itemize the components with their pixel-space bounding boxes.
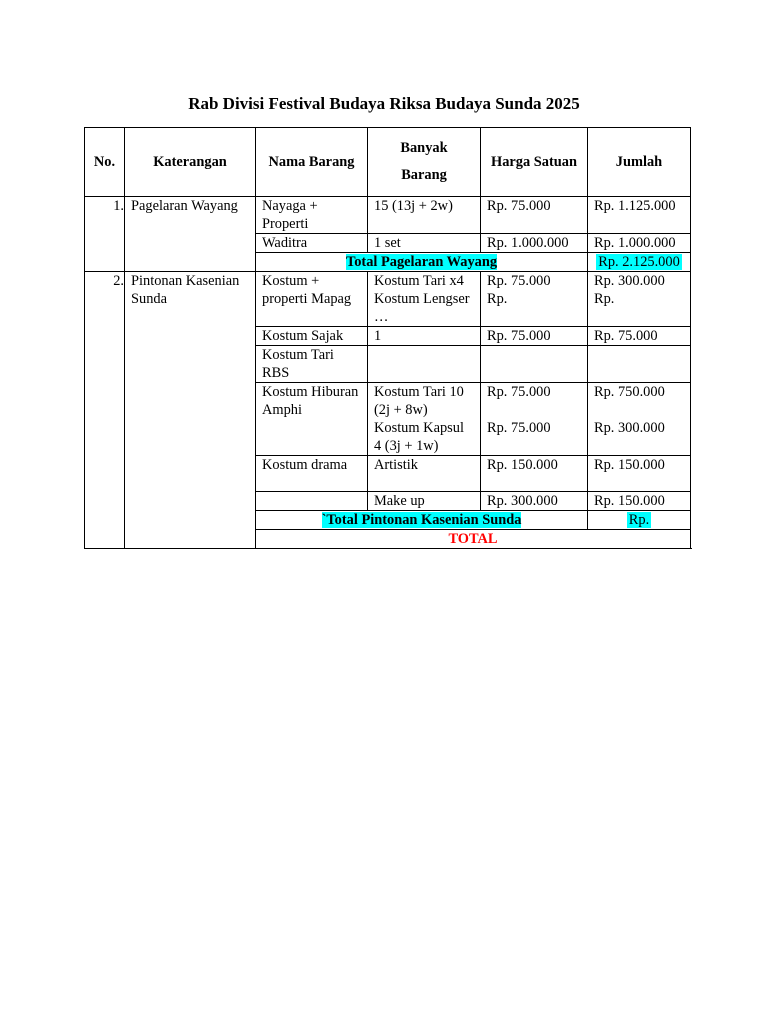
item-jumlah: Rp. 1.125.000 xyxy=(588,197,691,234)
header-banyak-barang xyxy=(368,128,481,197)
item-nama xyxy=(256,492,368,511)
section2-keterangan: Pintonan Kasenian Sunda xyxy=(125,272,256,549)
section1-keterangan: Pagelaran Wayang xyxy=(125,197,256,272)
item-jumlah xyxy=(588,383,691,456)
item-harga: Rp. 1.000.000 xyxy=(481,234,588,253)
header-banyak-line1: Banyak xyxy=(400,140,448,156)
section2-total-label: `Total Pintonan Kasenian Sunda xyxy=(321,512,522,528)
header-banyak-line2: Barang xyxy=(401,167,447,183)
item-nama: Kostum Hiburan Amphi xyxy=(256,383,368,456)
document-title: Rab Divisi Festival Budaya Riksa Budaya Sunda 2025 xyxy=(188,94,580,113)
item-harga: Rp. 150.000 xyxy=(481,456,588,492)
section1-no: 1. xyxy=(85,197,125,272)
item-banyak: Artistik xyxy=(368,456,481,492)
section2-total-value: Rp. xyxy=(628,512,650,528)
item-banyak xyxy=(368,383,481,456)
item-banyak: 1 set xyxy=(368,234,481,253)
item-banyak-line: Kostum Tari x4 xyxy=(374,273,464,289)
grand-total-label: TOTAL xyxy=(256,530,691,549)
item-harga: Rp. 75.000 xyxy=(481,197,588,234)
header-nama-barang: Nama Barang xyxy=(256,128,368,197)
section2-total-value-cell xyxy=(588,511,691,530)
item-banyak: Make up xyxy=(368,492,481,511)
item-harga-line: Rp. 75.000 xyxy=(487,384,551,400)
item-banyak-line: Kostum Lengser … xyxy=(374,291,470,325)
item-harga-line: Rp. xyxy=(487,291,508,307)
item-nama: Nayaga + Properti xyxy=(256,197,368,234)
header-harga-satuan: Harga Satuan xyxy=(481,128,588,197)
item-nama: Kostum Tari RBS xyxy=(256,346,368,383)
item-nama: Kostum Sajak xyxy=(256,327,368,346)
item-harga-line: Rp. 75.000 xyxy=(487,420,551,436)
table-row xyxy=(85,272,691,327)
item-harga xyxy=(481,272,588,327)
item-jumlah xyxy=(588,346,691,383)
item-jumlah xyxy=(588,272,691,327)
item-jumlah: Rp. 150.000 xyxy=(588,456,691,492)
section1-total-value-cell xyxy=(588,253,691,272)
section1-total-value: Rp. 2.125.000 xyxy=(598,254,680,270)
item-banyak-line: Kostum Kapsul 4 (3j + 1w) xyxy=(374,420,464,454)
item-harga xyxy=(481,383,588,456)
item-banyak xyxy=(368,272,481,327)
table-header-row xyxy=(85,128,691,197)
item-jumlah: Rp. 75.000 xyxy=(588,327,691,346)
item-nama: Kostum drama xyxy=(256,456,368,492)
header-no: No. xyxy=(85,128,125,197)
item-nama: Waditra xyxy=(256,234,368,253)
item-harga: Rp. 75.000 xyxy=(481,327,588,346)
item-jumlah-line: Rp. 300.000 xyxy=(594,420,665,436)
budget-table xyxy=(84,127,691,549)
item-harga xyxy=(481,346,588,383)
item-harga: Rp. 300.000 xyxy=(481,492,588,511)
item-banyak-line: Kostum Tari 10 (2j + 8w) xyxy=(374,384,464,418)
table-row xyxy=(85,197,691,234)
item-banyak: 15 (13j + 2w) xyxy=(368,197,481,234)
section1-total-label-cell xyxy=(256,253,588,272)
item-banyak xyxy=(368,346,481,383)
item-jumlah-line: Rp. xyxy=(594,291,615,307)
section1-total-label: Total Pagelaran Wayang xyxy=(345,254,498,270)
item-jumlah-line: Rp. 750.000 xyxy=(594,384,665,400)
item-jumlah: Rp. 150.000 xyxy=(588,492,691,511)
section2-total-label-cell xyxy=(256,511,588,530)
item-banyak: 1 xyxy=(368,327,481,346)
header-jumlah: Jumlah xyxy=(588,128,691,197)
item-harga-line: Rp. 75.000 xyxy=(487,273,551,289)
item-jumlah: Rp. 1.000.000 xyxy=(588,234,691,253)
item-nama: Kostum + properti Mapag xyxy=(256,272,368,327)
section2-no: 2. xyxy=(85,272,125,549)
header-keterangan: Katerangan xyxy=(125,128,256,197)
item-jumlah-line: Rp. 300.000 xyxy=(594,273,665,289)
